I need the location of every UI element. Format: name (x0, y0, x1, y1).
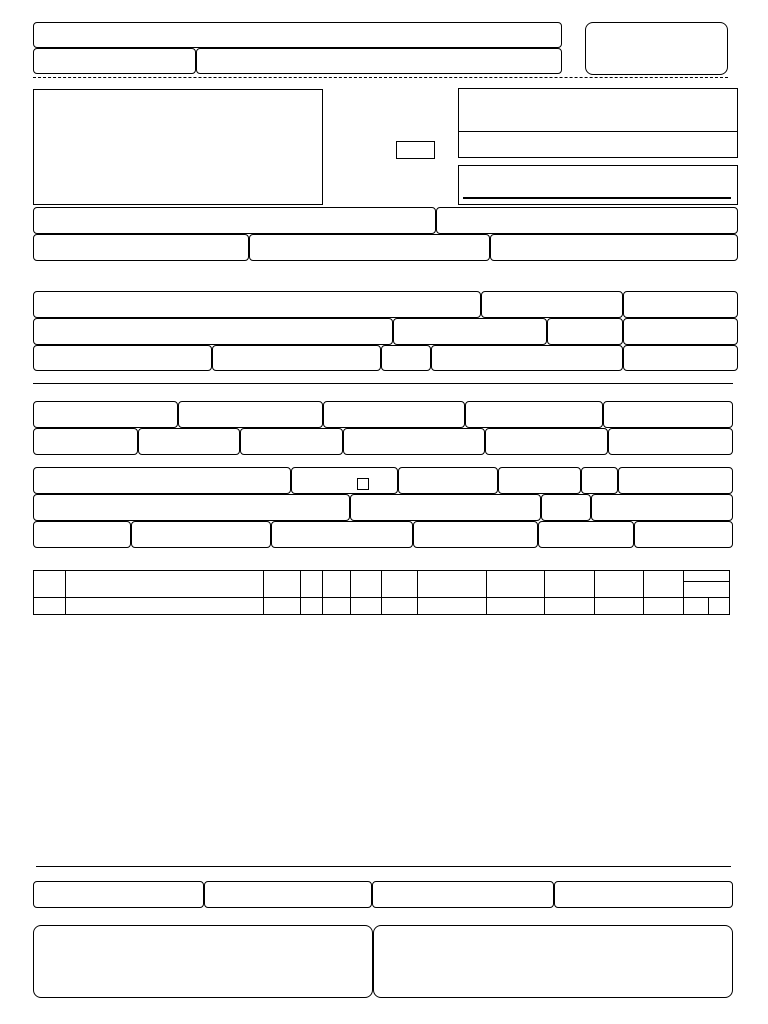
header-cell (644, 571, 684, 598)
field-s2-r3-b[interactable] (212, 345, 381, 371)
section-divider-1 (33, 383, 733, 384)
header-cell (418, 571, 487, 598)
field-s3-r1-c[interactable] (323, 401, 465, 428)
table-cell[interactable] (684, 598, 709, 615)
table-cell[interactable] (709, 598, 730, 615)
field-s3-r2-a[interactable] (33, 428, 138, 455)
small-code-box[interactable] (396, 141, 435, 159)
field-row2-c[interactable] (490, 234, 738, 261)
header-cell-split (684, 571, 730, 598)
field-s4-r3-c[interactable] (271, 521, 413, 548)
footer-divider (36, 866, 731, 867)
field-s2-r3-c[interactable] (381, 345, 431, 371)
field-s2-r2-a[interactable] (33, 318, 393, 345)
table-header-row (34, 571, 730, 598)
table-cell[interactable] (382, 598, 418, 615)
field-s3-r2-e[interactable] (485, 428, 608, 455)
dashed-divider (33, 77, 728, 78)
header-cell (66, 571, 264, 598)
field-row1-a[interactable] (33, 207, 436, 234)
header-cell (301, 571, 323, 598)
header-cell (264, 571, 301, 598)
field-s4-r3-f[interactable] (634, 521, 733, 548)
table-cell[interactable] (487, 598, 545, 615)
field-s4-r3-b[interactable] (131, 521, 271, 548)
header-field-left[interactable] (33, 48, 196, 74)
field-s2-r3-e[interactable] (623, 345, 738, 371)
field-row1-b[interactable] (436, 207, 738, 234)
field-s3-r1-b[interactable] (178, 401, 323, 428)
footer-field-d[interactable] (554, 881, 733, 908)
field-s2-r3-a[interactable] (33, 345, 212, 371)
info-box-top[interactable] (458, 88, 738, 158)
field-s4-r2-a[interactable] (33, 494, 350, 521)
field-s4-r1-d[interactable] (498, 467, 581, 494)
field-s4-r1-a[interactable] (33, 467, 291, 494)
field-s4-r2-d[interactable] (591, 494, 733, 521)
field-s4-r3-e[interactable] (538, 521, 634, 548)
line-items-table (33, 570, 730, 615)
header-cell (351, 571, 382, 598)
table-cell[interactable] (418, 598, 487, 615)
header-split-line (684, 581, 729, 582)
field-s3-r2-c[interactable] (240, 428, 343, 455)
field-s3-r1-d[interactable] (465, 401, 603, 428)
checkbox[interactable] (357, 478, 369, 490)
footer-field-a[interactable] (33, 881, 204, 908)
footer-field-c[interactable] (372, 881, 554, 908)
header-cell (323, 571, 351, 598)
table-cell[interactable] (264, 598, 301, 615)
table-cell[interactable] (34, 598, 66, 615)
table-cell[interactable] (545, 598, 595, 615)
field-s4-r1-e[interactable] (581, 467, 618, 494)
table-cell[interactable] (66, 598, 264, 615)
header-title-field[interactable] (33, 22, 562, 48)
header-cell (382, 571, 418, 598)
table-cell[interactable] (301, 598, 323, 615)
field-s2-r1-b[interactable] (481, 291, 623, 318)
table-cell[interactable] (351, 598, 382, 615)
field-s2-r1-c[interactable] (623, 291, 738, 318)
header-field-right[interactable] (196, 48, 562, 74)
signature-line (463, 197, 731, 199)
footer-box-left[interactable] (33, 925, 373, 998)
table-cell[interactable] (323, 598, 351, 615)
field-s3-r1-a[interactable] (33, 401, 178, 428)
field-s4-r2-c[interactable] (541, 494, 591, 521)
field-s2-r2-b[interactable] (393, 318, 547, 345)
header-cell (545, 571, 595, 598)
header-cell (34, 571, 66, 598)
field-row2-a[interactable] (33, 234, 249, 261)
field-s2-r2-c[interactable] (547, 318, 623, 345)
footer-field-b[interactable] (204, 881, 372, 908)
field-s4-r3-d[interactable] (413, 521, 538, 548)
field-s4-r2-b[interactable] (350, 494, 541, 521)
header-corner-box[interactable] (585, 22, 728, 75)
address-box[interactable] (33, 89, 323, 205)
header-cell (487, 571, 545, 598)
field-s4-r3-a[interactable] (33, 521, 131, 548)
field-s4-r1-b[interactable] (291, 467, 398, 494)
field-s4-r1-f[interactable] (618, 467, 733, 494)
field-s4-r1-c[interactable] (398, 467, 498, 494)
info-box-divider (459, 131, 737, 132)
signature-box[interactable] (458, 165, 738, 205)
field-row2-b[interactable] (249, 234, 490, 261)
header-cell (595, 571, 644, 598)
field-s2-r1-a[interactable] (33, 291, 481, 318)
table-row[interactable] (34, 598, 730, 615)
field-s2-r2-d[interactable] (623, 318, 738, 345)
table-cell[interactable] (595, 598, 644, 615)
field-s3-r1-e[interactable] (603, 401, 733, 428)
footer-box-right[interactable] (373, 925, 733, 998)
table-cell[interactable] (644, 598, 684, 615)
field-s3-r2-d[interactable] (343, 428, 485, 455)
field-s2-r3-d[interactable] (431, 345, 623, 371)
field-s3-r2-f[interactable] (608, 428, 733, 455)
field-s3-r2-b[interactable] (138, 428, 240, 455)
